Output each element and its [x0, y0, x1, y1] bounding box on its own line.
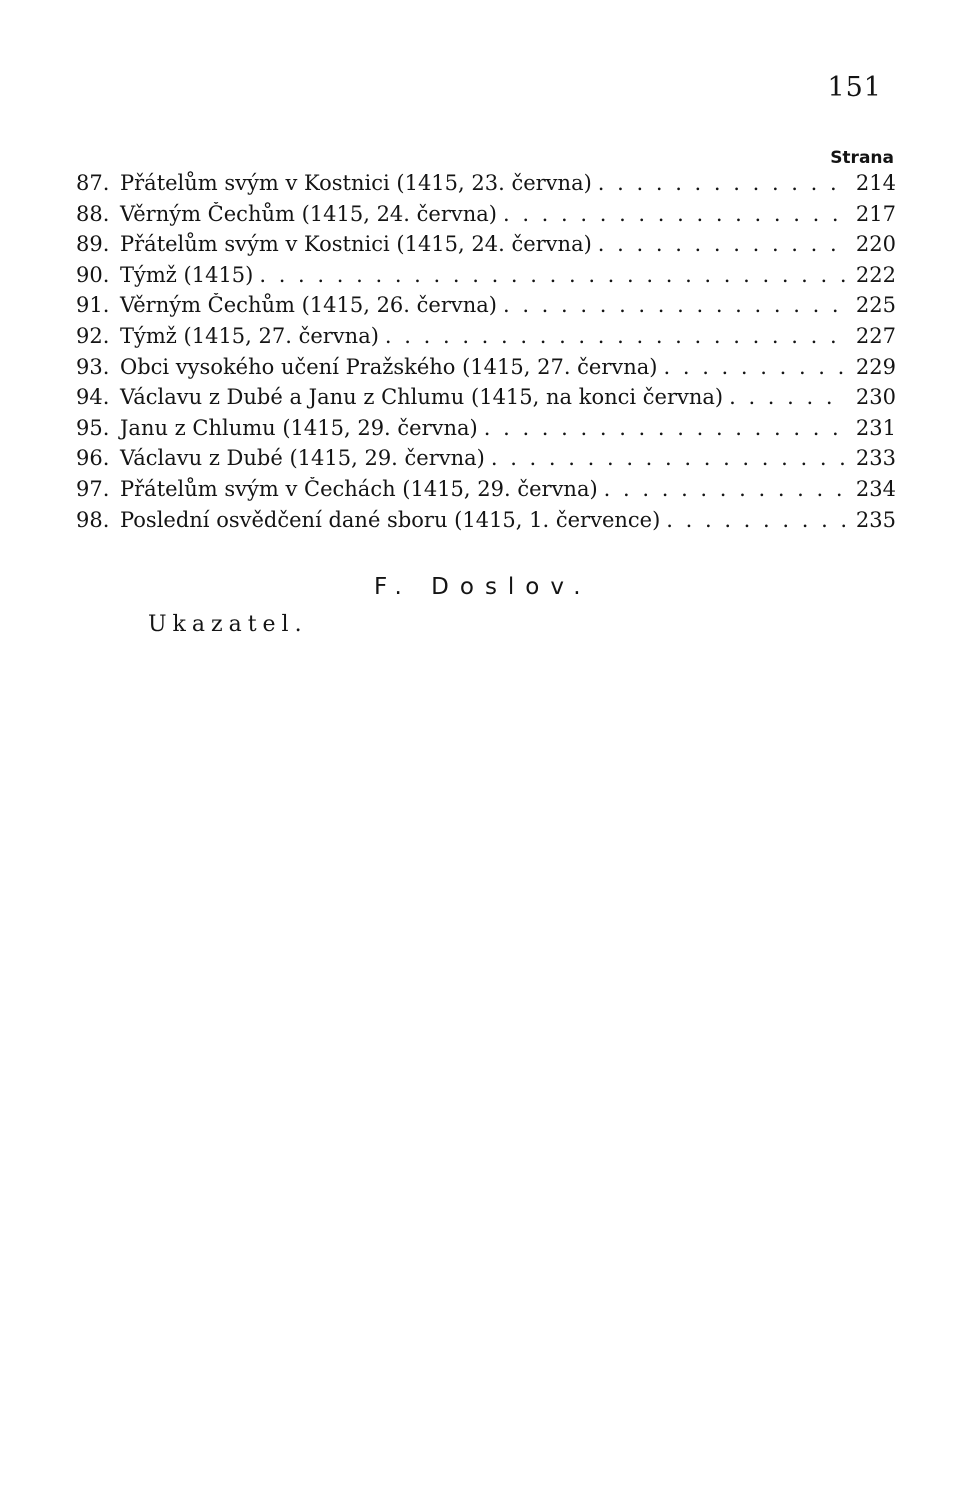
toc-entry-number: 87.: [76, 171, 110, 195]
toc-entry-title: Věrným Čechům (1415, 26. června): [120, 293, 497, 318]
toc-entry-page: 229: [855, 354, 896, 379]
toc-entry-title: Václavu z Dubé (1415, 29. června): [120, 446, 485, 471]
toc-entry-title: Přátelům svým v Kostnici (1415, 23. června): [120, 171, 592, 195]
toc-entry: [76, 477, 896, 508]
toc-entry-page: 227: [855, 323, 896, 348]
toc-entry-number: 97.: [76, 476, 110, 501]
dot-leader: [729, 385, 846, 409]
toc-entry-title: Týmž (1415, 27. června): [120, 323, 379, 348]
toc-entry-title: Přátelům svým v Kostnici (1415, 24. června): [120, 232, 592, 257]
toc-entry: [76, 263, 896, 294]
toc-entry-number: 89.: [76, 232, 110, 257]
dot-leader: [598, 232, 846, 256]
toc-entry-page: 235: [855, 507, 896, 532]
toc-entry: [76, 171, 896, 202]
dot-leader: [666, 508, 846, 532]
toc-entry: [76, 446, 896, 477]
toc-entry-number: 90.: [76, 262, 110, 287]
toc-entry: [76, 355, 896, 386]
toc-entry-title: Poslední osvědčení dané sboru (1415, 1. července): [120, 507, 661, 532]
toc-entry-title: Obci vysokého učení Pražského (1415, 27. června): [120, 354, 658, 379]
toc-entry-page: 231: [855, 415, 896, 440]
dot-leader: [484, 416, 846, 440]
toc-entry-page: 220: [855, 232, 896, 257]
toc-entry-page: 225: [855, 293, 896, 318]
toc-entry-number: 95.: [76, 415, 110, 440]
toc-entry: [76, 232, 896, 263]
index-label-ukazatel: Ukazatel.: [148, 612, 308, 637]
toc-entry-title: Věrným Čechům (1415, 24. června): [120, 201, 497, 226]
toc-entry-number: 88.: [76, 201, 110, 226]
toc-entry-number: 96.: [76, 446, 110, 471]
page-number: 151: [827, 72, 882, 103]
toc-entry-page: 234: [855, 476, 896, 501]
toc-entry-title: Janu z Chlumu (1415, 29. června): [120, 415, 478, 440]
dot-leader: [598, 171, 846, 195]
toc-entry-number: 92.: [76, 323, 110, 348]
toc-entry: [76, 385, 896, 416]
toc-entry-title: Týmž (1415): [120, 262, 254, 287]
toc-entry-page: 222: [855, 262, 896, 287]
toc-entry-page: 214: [855, 171, 896, 195]
toc-entry: [76, 416, 896, 447]
table-of-contents: [76, 171, 896, 538]
dot-leader: [259, 263, 846, 287]
dot-leader: [503, 202, 846, 226]
toc-entry-page: 233: [855, 446, 896, 471]
toc-entry-number: 93.: [76, 354, 110, 379]
dot-leader: [664, 355, 847, 379]
toc-entry: [76, 508, 896, 539]
toc-entry-title: Přátelům svým v Čechách (1415, 29. června): [120, 476, 598, 501]
toc-entry-page: 217: [855, 201, 896, 226]
toc-entry-page: 230: [855, 385, 896, 410]
toc-entry: [76, 202, 896, 233]
column-header-strana: Strana: [830, 148, 894, 168]
dot-leader: [385, 324, 846, 348]
section-heading-doslov: F. Doslov.: [374, 574, 592, 600]
dot-leader: [604, 477, 846, 501]
toc-entry: [76, 324, 896, 355]
toc-entry-title: Václavu z Dubé a Janu z Chlumu (1415, na konci června): [120, 385, 724, 410]
dot-leader: [491, 446, 846, 470]
toc-entry: [76, 293, 896, 324]
toc-entry-number: 98.: [76, 507, 110, 532]
dot-leader: [503, 293, 846, 317]
toc-entry-number: 91.: [76, 293, 110, 318]
toc-entry-number: 94.: [76, 385, 110, 410]
